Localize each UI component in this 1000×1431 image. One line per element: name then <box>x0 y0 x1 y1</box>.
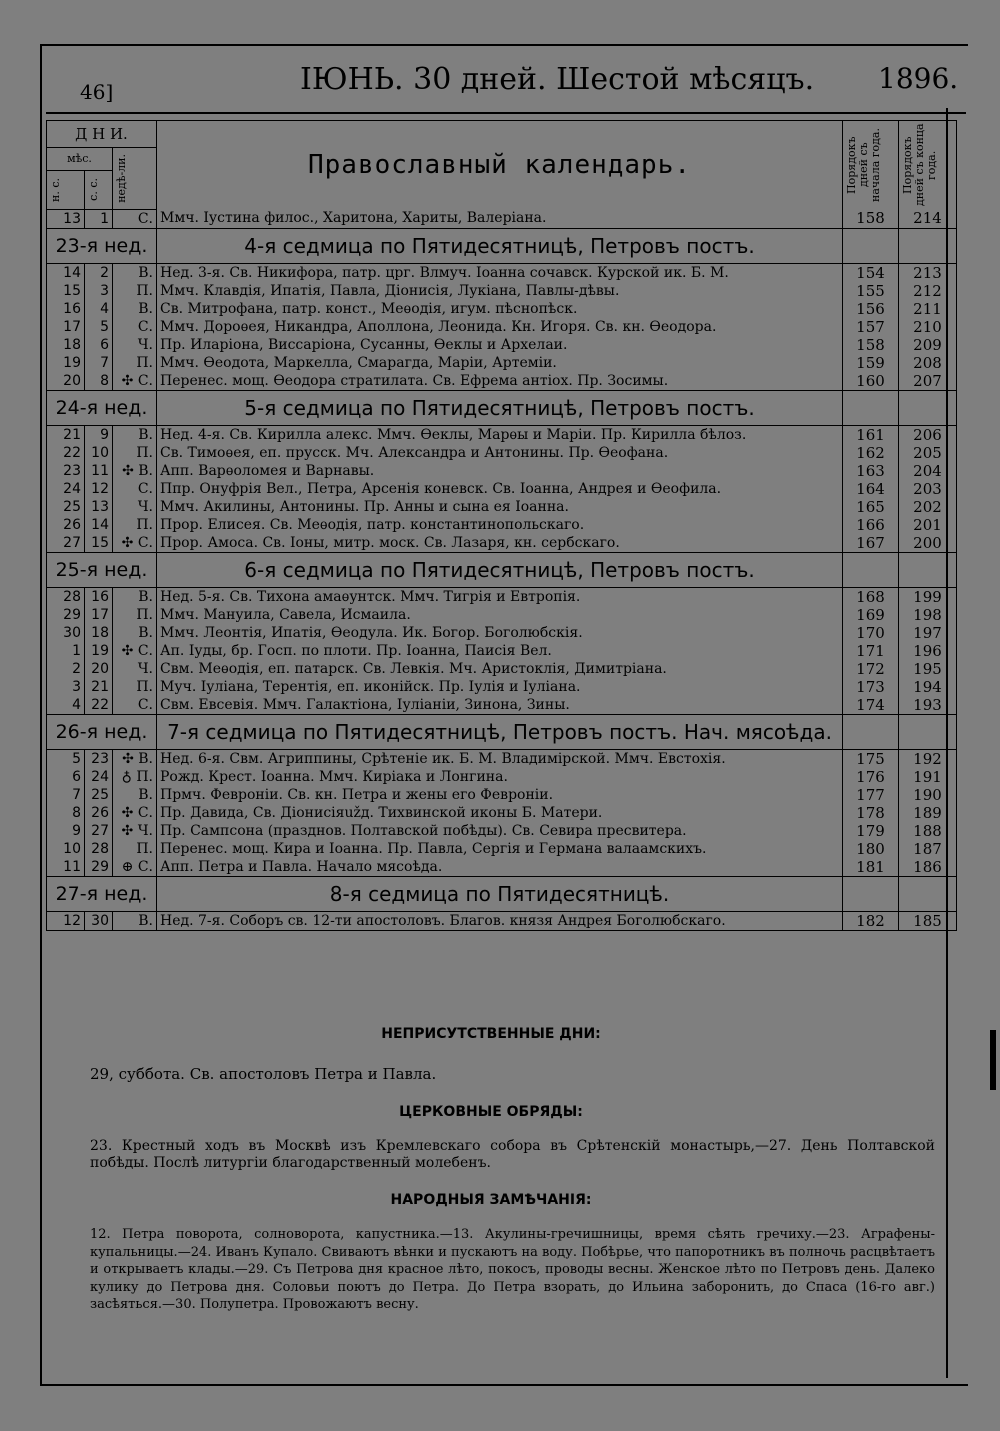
order-from-end: 192 <box>899 749 957 768</box>
weekday: В. <box>113 911 157 930</box>
saints-text: Ммч. Клавдія, Ипатія, Павла, Діонисія, Лукіана, Павлы-дѣвы. <box>157 282 843 300</box>
order-from-start: 168 <box>843 587 899 606</box>
weekday: Ч. <box>113 660 157 678</box>
new-style-day: 13 <box>47 209 85 228</box>
page-number: 46] <box>80 80 114 104</box>
weekday: В. <box>113 587 157 606</box>
old-style-day: 1 <box>85 209 113 228</box>
table-row <box>47 209 957 228</box>
order-from-start: 176 <box>843 768 899 786</box>
saints-text: Апп. Варѳоломея и Варнавы. <box>157 462 843 480</box>
new-style-day: 1 <box>47 642 85 660</box>
week-separator-row <box>47 390 957 425</box>
order-from-end: 186 <box>899 858 957 877</box>
saints-text: Нед. 7-я. Соборъ св. 12-ти апостоловъ. Благов. князя Андрея Боголюбскаго. <box>157 911 843 930</box>
empty-cell <box>899 390 957 425</box>
order-from-start: 159 <box>843 354 899 372</box>
new-style-day: 19 <box>47 354 85 372</box>
empty-cell <box>843 714 899 749</box>
saints-text: Перенес. мощ. Кира и Іоанна. Пр. Павла, Сергія и Германа валаамскихъ. <box>157 840 843 858</box>
table-row <box>47 480 957 498</box>
table-row <box>47 840 957 858</box>
saints-text: Ммч. Іустина филос., Харитона, Хариты, Валеріана. <box>157 209 843 228</box>
empty-cell <box>843 552 899 587</box>
order-from-start: 177 <box>843 786 899 804</box>
saints-text: Ммч. Мануила, Савела, Исмаила. <box>157 606 843 624</box>
weekday: С. <box>113 696 157 715</box>
table-row <box>47 786 957 804</box>
table-row <box>47 911 957 930</box>
empty-cell <box>899 714 957 749</box>
week-header: недѣ-ли. <box>113 148 157 210</box>
order-from-end: 189 <box>899 804 957 822</box>
table-row <box>47 372 957 391</box>
new-style-day: 18 <box>47 336 85 354</box>
table-row <box>47 696 957 715</box>
saints-text: Прор. Амоса. Св. Іоны, митр. моск. Св. Лазаря, кн. сербскаго. <box>157 534 843 553</box>
order-from-end: 209 <box>899 336 957 354</box>
new-style-day: 29 <box>47 606 85 624</box>
weekday: ✣ С. <box>113 642 157 660</box>
saints-text: Ммч. Ѳеодота, Маркелла, Смарагда, Маріи, Артеміи. <box>157 354 843 372</box>
old-style-day: 10 <box>85 444 113 462</box>
order-from-start: 164 <box>843 480 899 498</box>
order-from-end: 187 <box>899 840 957 858</box>
order-from-end: 201 <box>899 516 957 534</box>
order-from-end: 200 <box>899 534 957 553</box>
table-row <box>47 858 957 877</box>
table-row <box>47 425 957 444</box>
old-style-day: 15 <box>85 534 113 553</box>
order-from-end: 213 <box>899 263 957 282</box>
new-style-day: 5 <box>47 749 85 768</box>
saints-text: Св. Тимоѳея, еп. прусск. Мч. Александра и Антонины. Пр. Ѳеофана. <box>157 444 843 462</box>
empty-cell <box>843 390 899 425</box>
new-style-day: 12 <box>47 911 85 930</box>
old-style-day: 29 <box>85 858 113 877</box>
order-from-start: 157 <box>843 318 899 336</box>
saints-text: Ммч. Леонтія, Ипатія, Ѳеодула. Ик. Богор. Боголюбскія. <box>157 624 843 642</box>
old-style-day: 7 <box>85 354 113 372</box>
old-style-day: 13 <box>85 498 113 516</box>
order-from-start: 182 <box>843 911 899 930</box>
order-end-header: Порядокъ дней съ конца года. <box>899 121 957 210</box>
saints-text: Перенес. мощ. Ѳеодора стратилата. Св. Ефрема антіох. Пр. Зосимы. <box>157 372 843 391</box>
table-row <box>47 606 957 624</box>
order-from-start: 154 <box>843 263 899 282</box>
old-style-day: 12 <box>85 480 113 498</box>
order-from-end: 210 <box>899 318 957 336</box>
weekday: П. <box>113 444 157 462</box>
order-from-end: 194 <box>899 678 957 696</box>
table-row <box>47 804 957 822</box>
page-year: 1896. <box>878 62 959 95</box>
weekday: ✣ С. <box>113 534 157 553</box>
order-start-header: Порядокъ дней съ начала года. <box>843 121 899 210</box>
old-style-day: 24 <box>85 768 113 786</box>
saints-text: Ап. Іуды, бр. Госп. по плоти. Пр. Іоанна, Паисія Вел. <box>157 642 843 660</box>
old-style-day: 18 <box>85 624 113 642</box>
table-row <box>47 587 957 606</box>
weekday: ✣ В. <box>113 749 157 768</box>
order-from-end: 205 <box>899 444 957 462</box>
old-style-day: 17 <box>85 606 113 624</box>
order-from-start: 155 <box>843 282 899 300</box>
new-style-day: 24 <box>47 480 85 498</box>
order-from-start: 160 <box>843 372 899 391</box>
table-header-row <box>47 121 957 148</box>
calendar-body <box>47 209 957 930</box>
order-from-start: 178 <box>843 804 899 822</box>
new-style-day: 4 <box>47 696 85 715</box>
table-row <box>47 660 957 678</box>
saints-text: Муч. Іуліана, Терентія, еп. иконійск. Пр. Іулія и Іуліана. <box>157 678 843 696</box>
old-style-day: 23 <box>85 749 113 768</box>
week-number-label: 25-я нед. <box>47 552 157 587</box>
new-style-day: 3 <box>47 678 85 696</box>
new-style-day: 10 <box>47 840 85 858</box>
table-row <box>47 516 957 534</box>
weekday: ⊕ С. <box>113 858 157 877</box>
header-rule <box>46 112 966 114</box>
saints-text: Прмч. Февроніи. Св. кн. Петра и жены его Февроніи. <box>157 786 843 804</box>
old-style-day: 26 <box>85 804 113 822</box>
weekday: П. <box>113 354 157 372</box>
order-from-end: 195 <box>899 660 957 678</box>
order-from-start: 165 <box>843 498 899 516</box>
new-style-day: 2 <box>47 660 85 678</box>
old-style-day: 11 <box>85 462 113 480</box>
saints-text: Пр. Давида, Св. Діонисіяužд. Тихвинской иконы Б. Матери. <box>157 804 843 822</box>
old-style-day: 4 <box>85 300 113 318</box>
week-title: 8-я седмица по Пятидесятницѣ. <box>157 876 843 911</box>
new-style-day: 14 <box>47 263 85 282</box>
order-from-end: 214 <box>899 209 957 228</box>
saints-text: Прор. Елисея. Св. Меѳодія, патр. константинопольскаго. <box>157 516 843 534</box>
section-heading-rites: ЦЕРКОВНЫЕ ОБРЯДЫ: <box>399 1104 583 1120</box>
order-from-end: 190 <box>899 786 957 804</box>
weekday: С. <box>113 209 157 228</box>
new-style-day: 25 <box>47 498 85 516</box>
weekday: В. <box>113 624 157 642</box>
calendar-heading: Православный календарь. <box>157 121 843 210</box>
order-from-start: 162 <box>843 444 899 462</box>
empty-cell <box>843 228 899 263</box>
order-from-end: 212 <box>899 282 957 300</box>
old-style-day: 21 <box>85 678 113 696</box>
order-from-end: 197 <box>899 624 957 642</box>
weekday: П. <box>113 840 157 858</box>
table-row <box>47 768 957 786</box>
new-style-day: 11 <box>47 858 85 877</box>
order-from-end: 188 <box>899 822 957 840</box>
weekday: П. <box>113 678 157 696</box>
month-header: мѣс. <box>47 148 113 171</box>
table-row <box>47 678 957 696</box>
new-style-day: 22 <box>47 444 85 462</box>
old-style-day: 3 <box>85 282 113 300</box>
section-heading-folk: НАРОДНЫЯ ЗАМѢЧАНІЯ: <box>390 1192 592 1208</box>
table-row <box>47 300 957 318</box>
saints-text: Нед. 6-я. Свм. Агриппины, Срѣтеніе ик. Б. М. Владимірской. Ммч. Евстохія. <box>157 749 843 768</box>
weekday: С. <box>113 318 157 336</box>
week-separator-row <box>47 228 957 263</box>
new-style-day: 9 <box>47 822 85 840</box>
weekday: ✣ В. <box>113 462 157 480</box>
edge-mark <box>990 1030 996 1090</box>
order-from-start: 181 <box>843 858 899 877</box>
saints-text: Апп. Петра и Павла. Начало мясоѣда. <box>157 858 843 877</box>
order-from-start: 171 <box>843 642 899 660</box>
empty-cell <box>843 876 899 911</box>
weekday: В. <box>113 300 157 318</box>
table-row <box>47 642 957 660</box>
new-style-day: 16 <box>47 300 85 318</box>
saints-text: Пр. Иларіона, Виссаріона, Сусанны, Ѳеклы и Архелаи. <box>157 336 843 354</box>
week-separator-row <box>47 876 957 911</box>
page-title: ІЮНЬ. 30 дней. Шестой мѣсяцъ. <box>300 62 815 97</box>
old-style-header: с. с. <box>85 170 113 209</box>
new-style-day: 15 <box>47 282 85 300</box>
order-from-end: 203 <box>899 480 957 498</box>
old-style-day: 9 <box>85 425 113 444</box>
order-from-start: 172 <box>843 660 899 678</box>
saints-text: Свм. Евсевія. Ммч. Галактіона, Іуліаніи, Зинона, Зины. <box>157 696 843 715</box>
new-style-day: 23 <box>47 462 85 480</box>
order-from-start: 158 <box>843 209 899 228</box>
new-style-day: 20 <box>47 372 85 391</box>
folk-text: 12. Петра поворота, солноворота, капустника.—13. Акулины-гречишницы, время сѣять гречиху.—23. Аграфены-купальницы.—24. Иванъ Купало. Свиваютъ вѣнки и пускаютъ на воду. Побѣрье, что папоротникъ въ полночь расцвѣтаетъ и открываетъ клады.—29. Съ Петрова дня красное лѣто, покосъ, проводы весны. Женское лѣто по Петровъ день. Далеко кулику до Петрова дня. Соловьи поютъ до Петра. До Петра взорать, до Ильина заборонить, до Спаса (16-го авг.) засѣяться.—30. Полупетра. Провожаютъ весну. <box>90 1227 935 1312</box>
order-from-end: 202 <box>899 498 957 516</box>
new-style-day: 17 <box>47 318 85 336</box>
order-from-end: 185 <box>899 911 957 930</box>
saints-text: Ммч. Дороѳея, Никандра, Аполлона, Леонида. Кн. Игоря. Св. кн. Ѳеодора. <box>157 318 843 336</box>
weekday: В. <box>113 425 157 444</box>
order-from-end: 208 <box>899 354 957 372</box>
saints-text: Нед. 5-я. Св. Тихона амаѳунтск. Ммч. Тигрія и Евтропія. <box>157 587 843 606</box>
days-header: Д Н И. <box>47 121 157 148</box>
table-row <box>47 282 957 300</box>
section-heading-holidays: НЕПРИСУТСТВЕННЫЕ ДНИ: <box>381 1026 601 1042</box>
old-style-day: 27 <box>85 822 113 840</box>
order-from-start: 161 <box>843 425 899 444</box>
new-style-day: 27 <box>47 534 85 553</box>
weekday: ✣ С. <box>113 804 157 822</box>
order-from-start: 173 <box>843 678 899 696</box>
old-style-day: 16 <box>85 587 113 606</box>
table-row <box>47 336 957 354</box>
week-separator-row <box>47 552 957 587</box>
table-row <box>47 318 957 336</box>
order-from-start: 156 <box>843 300 899 318</box>
week-number-label: 23-я нед. <box>47 228 157 263</box>
table-row <box>47 822 957 840</box>
table-row <box>47 498 957 516</box>
calendar-table <box>46 120 957 931</box>
week-title: 6-я седмица по Пятидесятницѣ, Петровъ постъ. <box>157 552 843 587</box>
week-separator-row <box>47 714 957 749</box>
order-from-end: 198 <box>899 606 957 624</box>
order-from-end: 206 <box>899 425 957 444</box>
new-style-day: 7 <box>47 786 85 804</box>
order-from-end: 207 <box>899 372 957 391</box>
order-from-start: 166 <box>843 516 899 534</box>
order-from-start: 169 <box>843 606 899 624</box>
week-number-label: 26-я нед. <box>47 714 157 749</box>
week-title: 7-я седмица по Пятидесятницѣ, Петровъ постъ. Нач. мясоѣда. <box>157 714 843 749</box>
saints-text: Нед. 4-я. Св. Кирилла алекс. Ммч. Ѳеклы, Марѳы и Маріи. Пр. Кирилла бѣлоз. <box>157 425 843 444</box>
saints-text: Ммч. Акилины, Антонины. Пр. Анны и сына ея Іоанна. <box>157 498 843 516</box>
week-number-label: 24-я нед. <box>47 390 157 425</box>
saints-text: Пр. Сампсона (празднов. Полтавской побѣды). Св. Севира пресвитера. <box>157 822 843 840</box>
empty-cell <box>899 552 957 587</box>
new-style-day: 6 <box>47 768 85 786</box>
table-row <box>47 534 957 553</box>
new-style-day: 30 <box>47 624 85 642</box>
saints-text: Св. Митрофана, патр. конст., Меѳодія, игум. пѣснопѣск. <box>157 300 843 318</box>
weekday: С. <box>113 480 157 498</box>
order-from-start: 174 <box>843 696 899 715</box>
table-row <box>47 462 957 480</box>
order-from-start: 179 <box>843 822 899 840</box>
order-from-start: 158 <box>843 336 899 354</box>
weekday: ♁ П. <box>113 768 157 786</box>
new-style-day: 26 <box>47 516 85 534</box>
old-style-day: 30 <box>85 911 113 930</box>
old-style-day: 6 <box>85 336 113 354</box>
empty-cell <box>899 876 957 911</box>
order-from-end: 204 <box>899 462 957 480</box>
table-row <box>47 354 957 372</box>
weekday: П. <box>113 606 157 624</box>
order-from-start: 180 <box>843 840 899 858</box>
order-from-start: 170 <box>843 624 899 642</box>
old-style-day: 14 <box>85 516 113 534</box>
week-title: 5-я седмица по Пятидесятницѣ, Петровъ постъ. <box>157 390 843 425</box>
old-style-day: 28 <box>85 840 113 858</box>
old-style-day: 20 <box>85 660 113 678</box>
table-row <box>47 749 957 768</box>
table-row <box>47 263 957 282</box>
weekday: Ч. <box>113 336 157 354</box>
order-from-end: 191 <box>899 768 957 786</box>
empty-cell <box>899 228 957 263</box>
order-from-end: 196 <box>899 642 957 660</box>
old-style-day: 19 <box>85 642 113 660</box>
old-style-day: 2 <box>85 263 113 282</box>
old-style-day: 8 <box>85 372 113 391</box>
new-style-day: 21 <box>47 425 85 444</box>
new-style-header: н. с. <box>47 170 85 209</box>
new-style-day: 8 <box>47 804 85 822</box>
order-from-start: 175 <box>843 749 899 768</box>
old-style-day: 5 <box>85 318 113 336</box>
table-row <box>47 444 957 462</box>
weekday: П. <box>113 282 157 300</box>
saints-text: Нед. 3-я. Св. Никифора, патр. црг. Влмуч. Іоанна сочавск. Курской ик. Б. М. <box>157 263 843 282</box>
weekday: В. <box>113 786 157 804</box>
old-style-day: 22 <box>85 696 113 715</box>
table-row <box>47 624 957 642</box>
weekday: В. <box>113 263 157 282</box>
saints-text: Свм. Меѳодія, еп. патарск. Св. Левкія. Мч. Аристоклія, Димитріана. <box>157 660 843 678</box>
rites-text: 23. Крестный ходъ въ Москвѣ изъ Кремлевскаго собора въ Срѣтенскій монастырь,—27. День Полтавской побѣды. Послѣ литургіи благодарственный молебенъ. <box>90 1138 935 1171</box>
old-style-day: 25 <box>85 786 113 804</box>
order-from-start: 167 <box>843 534 899 553</box>
week-title: 4-я седмица по Пятидесятницѣ, Петровъ постъ. <box>157 228 843 263</box>
order-from-start: 163 <box>843 462 899 480</box>
weekday: ✣ Ч. <box>113 822 157 840</box>
weekday: ✣ С. <box>113 372 157 391</box>
new-style-day: 28 <box>47 587 85 606</box>
weekday: Ч. <box>113 498 157 516</box>
saints-text: Ппр. Онуфрія Вел., Петра, Арсенія коневск. Св. Іоанна, Андрея и Ѳеофила. <box>157 480 843 498</box>
order-from-end: 193 <box>899 696 957 715</box>
order-from-end: 199 <box>899 587 957 606</box>
week-number-label: 27-я нед. <box>47 876 157 911</box>
order-from-end: 211 <box>899 300 957 318</box>
holidays-text: 29, суббота. Св. апостоловъ Петра и Павла. <box>90 1065 437 1083</box>
weekday: П. <box>113 516 157 534</box>
saints-text: Рожд. Крест. Іоанна. Ммч. Киріака и Лонгина. <box>157 768 843 786</box>
